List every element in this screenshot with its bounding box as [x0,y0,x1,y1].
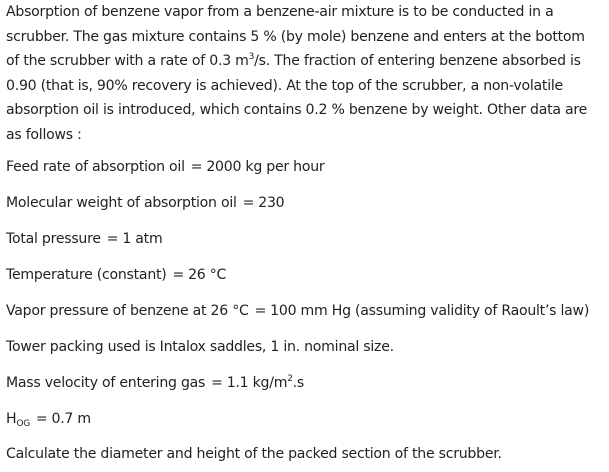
mol-weight-equals: = [242,195,255,211]
intro-line-4: 0.90 (that is, 90% recovery is achieved). At the top of the scrubber, a non-volatile [6,77,563,94]
mass-velocity-equals: = [211,375,223,391]
hog-row [6,409,91,429]
pressure-value: 1 atm [122,231,163,247]
squared-superscript: 2 [287,374,293,384]
intro-line-2: scrubber. The gas mixture contains 5 % (by mole) benzene and enters at the bottom [6,28,585,45]
feed-rate-value: 2000 kg per hour [206,159,325,175]
feed-rate-equals: = [190,159,203,175]
temperature-value: 26 °C [188,267,227,283]
mol-weight-row [6,193,284,213]
feed-rate-label: Feed rate of absorption oil [6,159,185,175]
intro-line-5: absorption oil is introduced, which contains 0.2 % benzene by weight. Other data are [6,102,588,118]
mass-velocity-value: 1.1 $kg/m^2.s$ [226,374,304,391]
mass-velocity-row [6,373,304,393]
pressure-equals: = [106,231,119,247]
vapor-pressure-value: 100 mm Hg (assuming validity of Raoult’s law) [270,303,590,319]
mol-weight-value: 230 [258,195,285,211]
pressure-label: Total pressure [6,231,101,247]
temperature-row [6,265,226,285]
intro-line-3: of the scrubber with a rate of 0.3 $m^3/s$. The fraction of entering benzene absorbed is [6,52,581,69]
intro-paragraph [6,0,587,147]
temperature-label: Temperature (constant) [6,267,167,283]
hog-value: 0.7 m [51,411,91,427]
question-text: Calculate the diameter and height of the packed section of the scrubber. [6,446,502,462]
pressure-row [6,229,162,249]
intro-line-1: Absorption of benzene vapor from a benzene-air mixture is to be conducted in a [6,4,554,20]
cubed-superscript: 3 [248,52,255,62]
feed-rate-row [6,157,324,177]
mol-weight-label: Molecular weight of absorption oil [6,195,237,211]
mass-velocity-label: Mass velocity of entering gas [6,375,206,391]
intro-line-6: as follows : [6,126,82,143]
vapor-pressure-row [6,301,589,321]
hog-equals: = [35,411,48,427]
vapor-pressure-label: Vapor pressure of benzene at 26 °C [6,303,249,319]
hog-label: $H_{OG}$ [6,411,30,429]
packing-row: Tower packing used is Intalox saddles, 1 in. nominal size. [6,339,394,355]
temperature-equals: = [172,267,185,283]
vapor-pressure-equals: = [254,303,267,319]
